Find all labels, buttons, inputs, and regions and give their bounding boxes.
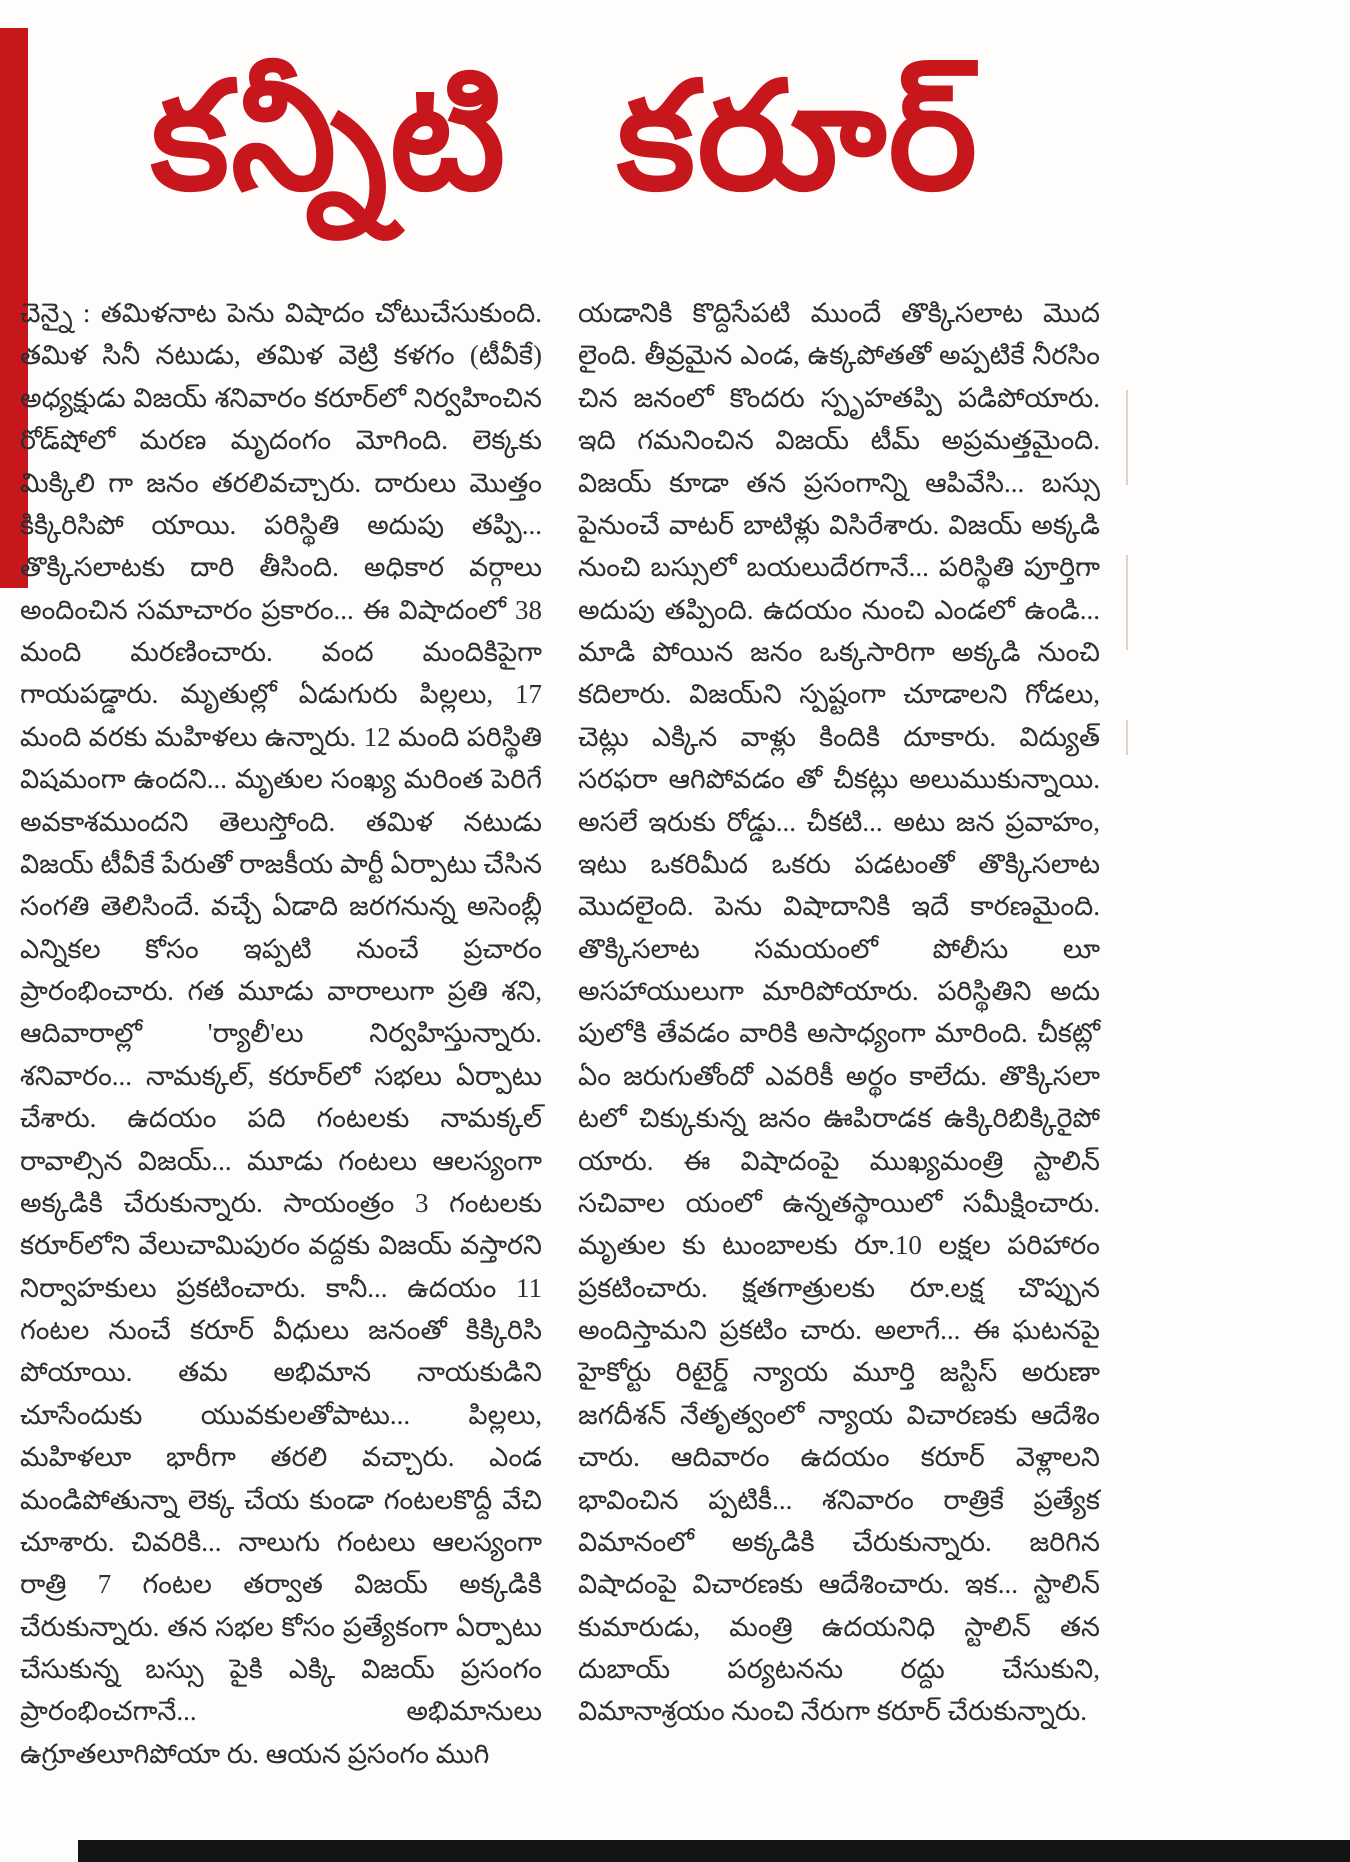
margin-mark	[1126, 390, 1128, 485]
article-column-left: చెన్నై : తమిళనాట పెను విషాదం చోటుచేసుకుంది. తమిళ సినీ నటుడు, తమిళ వెట్రి కళగం (టీవీకే) అధ్యక్షుడు విజయ్ శనివారం కరూర్‌లో నిర్వహించిన రోడ్‌షోలో మరణ మృదంగం మోగింది. లెక్కకు మిక్కిలి గా జనం తరలివచ్చారు. దారులు మొత్తం కిక్కిరిసిపో యాయి. పరిస్థితి అదుపు తప్పి... తొక్కిసలాటకు దారి తీసింది. అధికార వర్గాలు అందించిన సమాచారం ప్రకారం... ఈ విషాదంలో 38 మంది మరణించారు. వంద మందికిపైగా గాయపడ్డారు. మృతుల్లో ఏడుగురు పిల్లలు, 17 మంది వరకు మహిళలు ఉన్నారు. 12 మంది పరిస్థితి విషమంగా ఉందని... మృతుల సంఖ్య మరింత పెరిగే అవకాశముందని తెలుస్తోంది. తమిళ నటుడు విజయ్ టీవీకే పేరుతో రాజకీయ పార్టీ ఏర్పాటు చేసిన సంగతి తెలిసిందే. వచ్చే ఏడాది జరగనున్న అసెంబ్లీ ఎన్నికల కోసం ఇప్పటి నుంచే ప్రచారం ప్రారంభించారు. గత మూడు వారాలుగా ప్రతి శని, ఆదివారాల్లో 'ర్యాలీ'లు నిర్వహిస్తున్నారు. శనివారం... నామక్కల్, కరూర్‌లో సభలు ఏర్పాటు చేశారు. ఉదయం పది గంటలకు నామక్కల్ రావాల్సిన విజయ్... మూడు గంటలు ఆలస్యంగా అక్కడికి చేరుకున్నారు. సాయంత్రం 3 గంటలకు కరూర్‌లోని వేలుచామిపురం వద్దకు విజయ్ వస్తారని నిర్వాహకులు ప్రకటించారు. కానీ... ఉదయం 11 గంటల నుంచే కరూర్ వీధులు జనంతో కిక్కిరిసి పోయాయి. తమ అభిమాన నాయకుడిని చూసేందుకు యువకులతోపాటు... పిల్లలు, మహిళలూ భారీగా తరలి వచ్చారు. ఎండ మండిపోతున్నా లెక్క చేయ కుండా గంటలకొద్దీ వేచి చూశారు. చివరికి... నాలుగు గంటలు ఆలస్యంగా రాత్రి 7 గంటల తర్వాత విజయ్ అక్కడికి చేరుకున్నారు. తన సభల కోసం ప్రత్యేకంగా ఏర్పాటు చేసుకున్న బస్సు పైకి ఎక్కి విజయ్ ప్రసంగం ప్రారంభించగానే... అభిమానులు ఉగ్రూతలూగిపోయా రు. ఆయన ప్రసంగం ముగి	[20, 298, 542, 1769]
article-column-right: యడానికి కొద్దిసేపటి ముందే తొక్కిసలాట మొద లైంది. తీవ్రమైన ఎండ, ఉక్కపోతతో అప్పటికే నీరసిం చిన జనంలో కొందరు స్పృహతప్పి పడిపోయారు. ఇది గమనించిన విజయ్ టీమ్ అప్రమత్తమైంది. విజయ్ కూడా తన ప్రసంగాన్ని ఆపివేసి... బస్సు పైనుంచే వాటర్ బాటిళ్లు విసిరేశారు. విజయ్ అక్కడి నుంచి బస్సులో బయలుదేరగానే... పరిస్థితి పూర్తిగా అదుపు తప్పింది. ఉదయం నుంచి ఎండలో ఉండి... మాడి పోయిన జనం ఒక్కసారిగా అక్కడి నుంచి కదిలారు. విజయ్‌ని స్పష్టంగా చూడాలని గోడలు, చెట్లు ఎక్కిన వాళ్లు కిందికి దూకారు. విద్యుత్ సరఫరా ఆగిపోవడం తో చీకట్లు అలుముకున్నాయి. అసలే ఇరుకు రోడ్డు... చీకటి... అటు జన ప్రవాహం, ఇటు ఒకరిమీద ఒకరు పడటంతో తొక్కిసలాట మొదలైంది. పెను విషాదానికి ఇదే కారణమైంది. తొక్కిసలాట సమయంలో పోలీసు లూ అసహాయులుగా మారిపోయారు. పరిస్థితిని అదు పులోకి తేవడం వారికి అసాధ్యంగా మారింది. చీకట్లో ఏం జరుగుతోందో ఎవరికీ అర్థం కాలేదు. తొక్కిసలా టలో చిక్కుకున్న జనం ఊపిరాడక ఉక్కిరిబిక్కిరైపో యారు. ఈ విషాదంపై ముఖ్యమంత్రి స్టాలిన్ సచివాల యంలో ఉన్నతస్థాయిలో సమీక్షించారు. మృతుల కు టుంబాలకు రూ.10 లక్షల పరిహారం ప్రకటించారు. క్షతగాత్రులకు రూ.లక్ష చొప్పున అందిస్తామని ప్రకటిం చారు. అలాగే... ఈ ఘటనపై హైకోర్టు రిటైర్డ్ న్యాయ మూర్తి జస్టిస్ అరుణా జగదీశన్ నేతృత్వంలో న్యాయ విచారణకు ఆదేశిం చారు. ఆదివారం ఉదయం కరూర్ వెళ్లాలని భావించిన ప్పటికీ... శనివారం రాత్రికే ప్రత్యేక విమానంలో అక్కడికి చేరుకున్నారు. జరిగిన విషాదంపై విచారణకు ఆదేశించారు. ఇక... స్టాలిన్ కుమారుడు, మంత్రి ఉదయనిధి స్టాలిన్ తన దుబాయ్ పర్యటనను రద్దు చేసుకుని, విమానాశ్రయం నుంచి నేరుగా కరూర్ చేరుకున్నారు.	[578, 298, 1100, 1727]
margin-mark	[1126, 720, 1128, 755]
article-body	[20, 292, 1100, 1775]
right-margin-print-marks	[1126, 390, 1129, 910]
article-headline: కన్నీటి కరూర్	[150, 54, 980, 221]
margin-mark	[1126, 555, 1128, 650]
bottom-divider-bar	[78, 1840, 1350, 1862]
